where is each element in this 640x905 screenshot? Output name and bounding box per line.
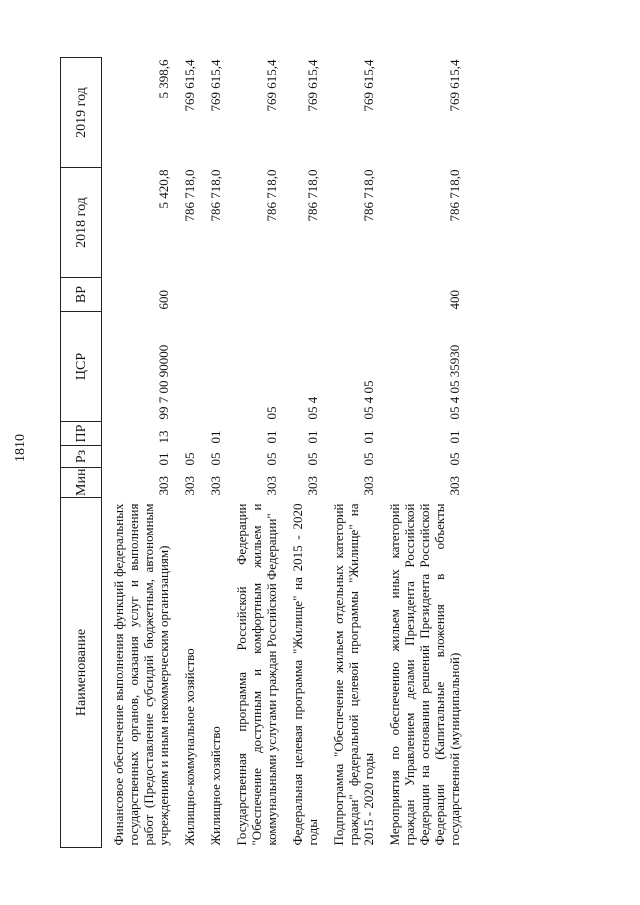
row-csr	[199, 312, 225, 422]
row-pr: 13	[156, 430, 171, 444]
row-vr: 400	[447, 290, 462, 310]
row-2019: 769 615,4	[447, 59, 462, 112]
table-header-row	[61, 58, 102, 848]
table-row	[102, 58, 174, 848]
row-2018: 5 420,8	[156, 169, 171, 209]
row-pr: 01	[305, 430, 320, 444]
page-number-container	[13, 434, 53, 482]
row-2019: 769 615,4	[182, 59, 197, 112]
row-rz: 05	[361, 452, 376, 466]
row-vr	[225, 278, 281, 312]
row-2018: 786 718,0	[264, 169, 279, 222]
row-csr: 05	[264, 406, 279, 420]
row-min: 303	[264, 476, 279, 496]
table-row	[173, 58, 199, 848]
table-row	[322, 58, 378, 848]
row-vr: 600	[156, 290, 171, 310]
row-vr	[173, 278, 199, 312]
row-rz: 05	[182, 452, 197, 466]
row-min: 303	[182, 476, 197, 496]
row-min: 303	[305, 476, 320, 496]
header-2019: 2019 год	[61, 58, 102, 168]
row-rz: 05	[264, 452, 279, 466]
row-pr	[173, 422, 199, 446]
row-2019: 769 615,4	[305, 59, 320, 112]
header-rz: Рз	[61, 446, 102, 468]
row-pr: 01	[361, 430, 376, 444]
row-name: Жилищное хозяйство	[208, 726, 223, 846]
row-name: Подпрограмма "Обеспечение жильем отдельных категорий граждан" федеральной целевой программы "Жилище" на 2015 - 2020 годы	[331, 503, 376, 846]
row-csr: 05 4	[305, 396, 320, 420]
row-name: Финансовое обеспечение выполнения функций федеральных государственных органов, оказания услуг и выполнения работ (Предоставление субсидий бюджетным, автономным учреждениям и иным некоммерческим организациям)	[111, 503, 171, 846]
row-rz: 05	[305, 452, 320, 466]
row-rz: 05	[447, 452, 462, 466]
header-pr: ПР	[61, 422, 102, 446]
rotated-table-container	[60, 58, 620, 848]
row-2018: 786 718,0	[182, 169, 197, 222]
table-row	[281, 58, 322, 848]
row-csr: 05 4 05 35930	[447, 344, 462, 420]
header-2018: 2018 год	[61, 168, 102, 278]
header-min: Мин	[61, 468, 102, 498]
row-pr: 01	[264, 430, 279, 444]
row-csr	[173, 312, 199, 422]
row-2018: 786 718,0	[305, 169, 320, 222]
row-name: Федеральная целевая программа "Жилище" на 2015 - 2020 годы	[290, 503, 320, 846]
row-csr: 99 7 00 90000	[156, 344, 171, 420]
row-rz: 05	[208, 452, 223, 466]
row-2018: 786 718,0	[447, 169, 462, 222]
row-vr	[322, 278, 378, 312]
table-row	[199, 58, 225, 848]
row-name: Государственная программа Российской Федерации "Обеспечение доступным и комфортным жильем и коммунальными услугами граждан Российской Федерации"	[234, 503, 279, 846]
budget-table	[60, 57, 464, 848]
row-2019: 769 615,4	[361, 59, 376, 112]
header-name: Наименование	[61, 498, 102, 848]
row-vr	[199, 278, 225, 312]
row-2019: 769 615,4	[264, 59, 279, 112]
row-min: 303	[447, 476, 462, 496]
row-name: Жилищно-коммунальное хозяйство	[182, 648, 197, 846]
row-name: Мероприятия по обеспечению жильем иных категорий граждан Управлением делами Президента Российской Федерации на основании решений Президента Российской Федерации (Капитальные вложения в объекты государственной (муниципальной)	[387, 503, 462, 846]
row-min: 303	[208, 476, 223, 496]
row-vr	[281, 278, 322, 312]
row-rz: 01	[156, 452, 171, 466]
header-vr: ВР	[61, 278, 102, 312]
row-2019: 5 398,6	[156, 59, 171, 99]
table-row	[225, 58, 281, 848]
row-2018: 786 718,0	[208, 169, 223, 222]
row-2018: 786 718,0	[361, 169, 376, 222]
page-number: 1810	[13, 434, 28, 462]
row-pr: 01	[447, 430, 462, 444]
row-csr: 05 4 05	[361, 380, 376, 420]
row-2019: 769 615,4	[208, 59, 223, 112]
row-min: 303	[156, 476, 171, 496]
row-pr: 01	[208, 430, 223, 444]
row-min: 303	[361, 476, 376, 496]
header-csr: ЦСР	[61, 312, 102, 422]
table-row	[378, 58, 464, 848]
